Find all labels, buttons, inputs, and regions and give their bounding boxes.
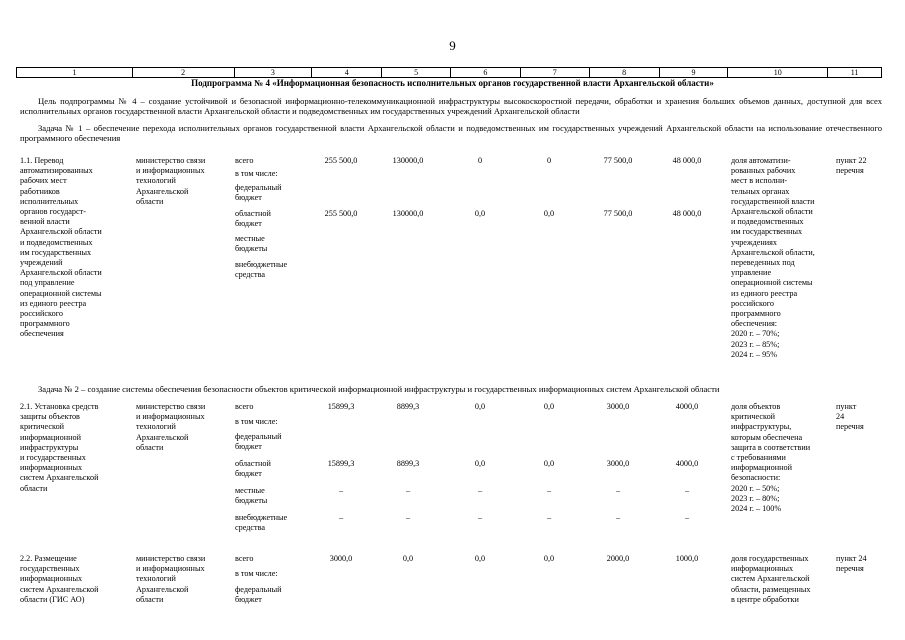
amount-total: 77 500,0 [603,156,633,165]
amount-regional: 8899,3 [396,459,420,468]
list-reference: пункт 24 перечня [836,554,867,574]
amount-total: 255 500,0 [324,156,358,165]
amount-regional: 3000,0 [606,459,630,468]
funding-source: в том числе: [235,169,278,178]
column-number: 9 [659,68,728,77]
indicator: доля автоматизи- рованных рабочих мест в исполни- тельных органах государственной власти Архангельской области и подведомственных им государственных учреждениях Архангельской области, переведенных под управление операционной системы из единого реестра российского программного обеспечения: 2020 г. – 70%; 2023 г. – 85%; 2024 г. – 95% [731,156,815,359]
funding-source: в том числе: [235,569,278,578]
funding-source: всего [235,156,254,165]
amount-regional: 0,0 [543,209,555,218]
funding-source: всего [235,554,254,563]
amount-local: – [546,486,552,495]
amount-regional: 77 500,0 [603,209,633,218]
amount-offbudget: – [405,513,411,522]
amount-total: 0 [477,156,483,165]
executor: министерство связи и информационных технологий Архангельской области [136,554,206,604]
funding-source: всего [235,402,254,411]
amount-offbudget: – [615,513,621,522]
column-number: 4 [311,68,381,77]
amount-offbudget: – [338,513,344,522]
column-number: 11 [827,68,881,77]
amount-total: 0,0 [543,554,555,563]
funding-source: областной бюджет [235,209,271,229]
amount-regional: 4000,0 [675,459,699,468]
amount-regional: 130000,0 [392,209,424,218]
amount-total: 1000,0 [675,554,699,563]
funding-source: внебюджетные средства [235,260,288,280]
amount-local: – [338,486,344,495]
amount-regional: 15899,3 [327,459,355,468]
amount-regional: 0,0 [543,459,555,468]
column-number-header [16,67,882,78]
measure-name: 1.1. Перевод автоматизированных рабочих мест работников исполнительных органов государст- венной власти Архангельской области и подведомственных им государственных учреждений Архангельской области под управление операционной системы из единого реестра российского программного обеспечения [20,156,102,339]
amount-local: – [684,486,690,495]
funding-source: местные бюджеты [235,486,268,506]
amount-total: 0,0 [402,554,414,563]
amount-total: 2000,0 [606,554,630,563]
amount-total: 0,0 [474,554,486,563]
funding-source: федеральный бюджет [235,585,282,605]
column-number: 6 [450,68,520,77]
funding-source: областной бюджет [235,459,271,479]
indicator: доля объектов критической инфраструктуры, которым обеспечена защита в соответствии с требованиями информационной безопасности: 2020 г. – 50%; 2023 г. – 80%; 2024 г. – 100% [731,402,811,514]
amount-regional: 0,0 [474,459,486,468]
amount-local: – [405,486,411,495]
column-number: 7 [520,68,589,77]
amount-total: 0,0 [474,402,486,411]
task1-text: Задача № 1 – обеспечение перехода исполнительных органов государственной власти Архангельской области и подведомственных им государственных учреждений Архангельской области на использование отечественного программного обеспечения [20,123,882,144]
amount-offbudget: – [684,513,690,522]
amount-total: 0,0 [543,402,555,411]
funding-source: федеральный бюджет [235,183,282,203]
column-number: 1 [72,68,77,77]
amount-total: 0 [546,156,552,165]
funding-source: в том числе: [235,417,278,426]
page-number: 9 [449,38,456,53]
amount-total: 130000,0 [392,156,424,165]
column-number: 5 [381,68,450,77]
list-reference: пункт 24 перечня [836,402,864,432]
indicator: доля государственных информационных систем Архангельской области, размещенных в центре обработки [731,554,811,604]
funding-source: местные бюджеты [235,234,268,254]
subprogram-title: Подпрограмма № 4 «Информационная безопасность исполнительных органов государственной власти Архангельской области» [191,78,714,88]
column-number: 2 [132,68,234,77]
amount-total: 15899,3 [327,402,355,411]
measure-name: 2.2. Размещение государственных информационных систем Архангельской области (ГИС АО) [20,554,99,604]
executor: министерство связи и информационных технологий Архангельской области [136,402,206,452]
column-number: 10 [727,68,827,77]
amount-total: 8899,3 [396,402,420,411]
amount-total: 3000,0 [606,402,630,411]
amount-offbudget: – [546,513,552,522]
amount-total: 48 000,0 [672,156,702,165]
amount-local: – [615,486,621,495]
funding-source: федеральный бюджет [235,432,282,452]
column-number: 3 [234,68,312,77]
amount-local: – [477,486,483,495]
amount-offbudget: – [477,513,483,522]
measure-name: 2.1. Установка средств защиты объектов критической информационной инфраструктуры и государственных информационных систем Архангельской области [20,402,99,493]
list-reference: пункт 22 перечня [836,156,867,176]
column-number: 8 [589,68,659,77]
funding-source: внебюджетные средства [235,513,288,533]
amount-regional: 48 000,0 [672,209,702,218]
goal-text: Цель подпрограммы № 4 – создание устойчивой и безопасной информационно-телекоммуникационной инфраструктуры высокоскоростной передачи, обработки и хранения больших объемов данных, доступной для всех исполнительных органов государственной власти Архангельской области и подведомственных им государственных учреждений Архангельской области [20,96,882,117]
task2-text: Задача № 2 – создание системы обеспечения безопасности объектов критической информационной инфраструктуры и государственных информационных систем Архангельской области [38,384,720,394]
executor: министерство связи и информационных технологий Архангельской области [136,156,206,206]
amount-regional: 0,0 [474,209,486,218]
amount-regional: 255 500,0 [324,209,358,218]
amount-total: 4000,0 [675,402,699,411]
amount-total: 3000,0 [329,554,353,563]
